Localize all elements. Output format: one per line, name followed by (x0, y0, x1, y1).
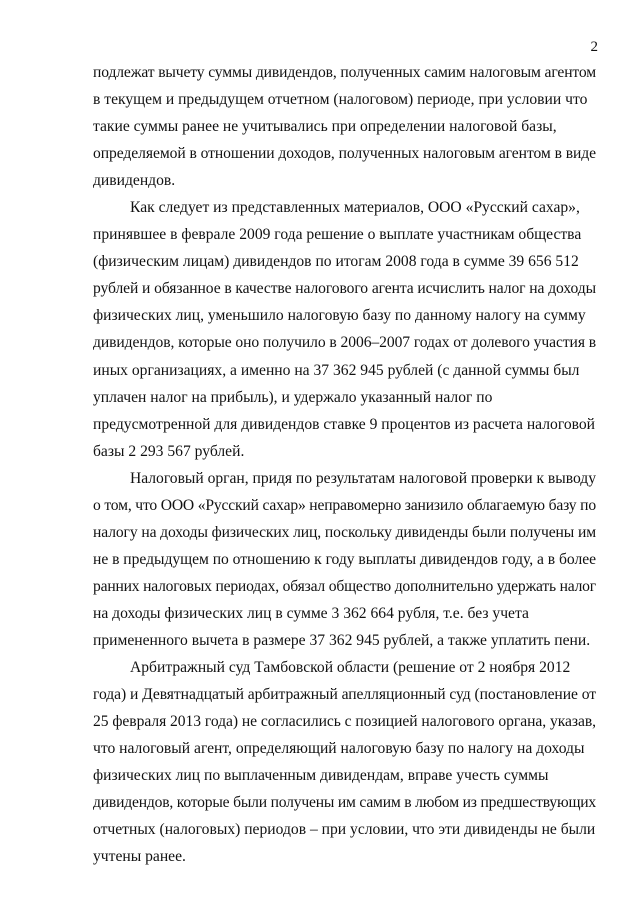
text-line: в текущем и предыдущем отчетном (налоговом) периоде, при условии что (93, 91, 588, 109)
paragraph-first-line: Налоговый орган, придя по результатам налоговой проверки к выводу (130, 469, 596, 487)
text-line: дивидендов. (93, 172, 176, 190)
text-line: ранних налоговых периодах, обязал общество дополнительно удержать налог (93, 577, 596, 595)
text-line: определяемой в отношении доходов, полученных налоговым агентом в виде (93, 145, 597, 163)
text-line: учтены ранее. (93, 848, 186, 866)
text-line: рублей и обязанное в качестве налогового агента исчислить налог на доходы (93, 280, 596, 298)
text-line: что налоговый агент, определяющий налоговую базу по налогу на доходы (93, 740, 585, 758)
text-line: на доходы физических лиц в сумме 3 362 664 рубля, т.е. без учета (93, 604, 529, 622)
paragraph-first-line: Как следует из представленных материалов, ООО «Русский сахар», (130, 199, 580, 217)
text-line: физических лиц, уменьшило налоговую базу по данному налогу на сумму (93, 307, 586, 325)
text-line: 25 февраля 2013 года) не согласились с позицией налогового органа, указав, (93, 713, 597, 731)
text-line: базы 2 293 567 рублей. (93, 442, 245, 460)
text-line: примененного вычета в размере 37 362 945 рублей, а также уплатить пени. (93, 631, 591, 649)
document-body (93, 59, 596, 870)
text-line: физических лиц по выплаченным дивидендам, вправе учесть суммы (93, 767, 549, 785)
text-line: дивидендов, которые были получены им самим в любом из предшествующих (93, 794, 597, 812)
text-line: иных организациях, а именно на 37 362 945 рублей (с данной суммы был (93, 361, 580, 379)
text-line: (физическим лицам) дивидендов по итогам 2008 года в сумме 39 656 512 (93, 253, 579, 271)
text-line: такие суммы ранее не учитывались при определении налоговой базы, (93, 118, 557, 136)
text-line: дивидендов, которые оно получило в 2006–2007 годах от долевого участия в (93, 334, 597, 352)
page-number: 2 (590, 39, 598, 55)
text-line: года) и Девятнадцатый арбитражный апелляционный суд (постановление от (93, 686, 596, 704)
text-line: не в предыдущем по отношению к году выплаты дивидендов году, а в более (93, 550, 596, 568)
paragraph-first-line: Арбитражный суд Тамбовской области (решение от 2 ноября 2012 (130, 659, 571, 677)
text-line: о том, что ООО «Русский сахар» неправомерно занизило облагаемую базу по (93, 496, 596, 514)
text-line: подлежат вычету суммы дивидендов, полученных самим налоговым агентом (93, 64, 597, 81)
text-line: уплачен налог на прибыль), и удержало указанный налог по (93, 388, 493, 406)
text-line: принявшее в феврале 2009 года решение о выплате участникам общества (93, 226, 582, 244)
text-line: налогу на доходы физических лиц, поскольку дивиденды были получены им (93, 523, 596, 541)
text-line: предусмотренной для дивидендов ставке 9 процентов из расчета налоговой (93, 415, 596, 433)
text-line: отчетных (налоговых) периодов – при условии, что эти дивиденды не были (93, 821, 596, 839)
